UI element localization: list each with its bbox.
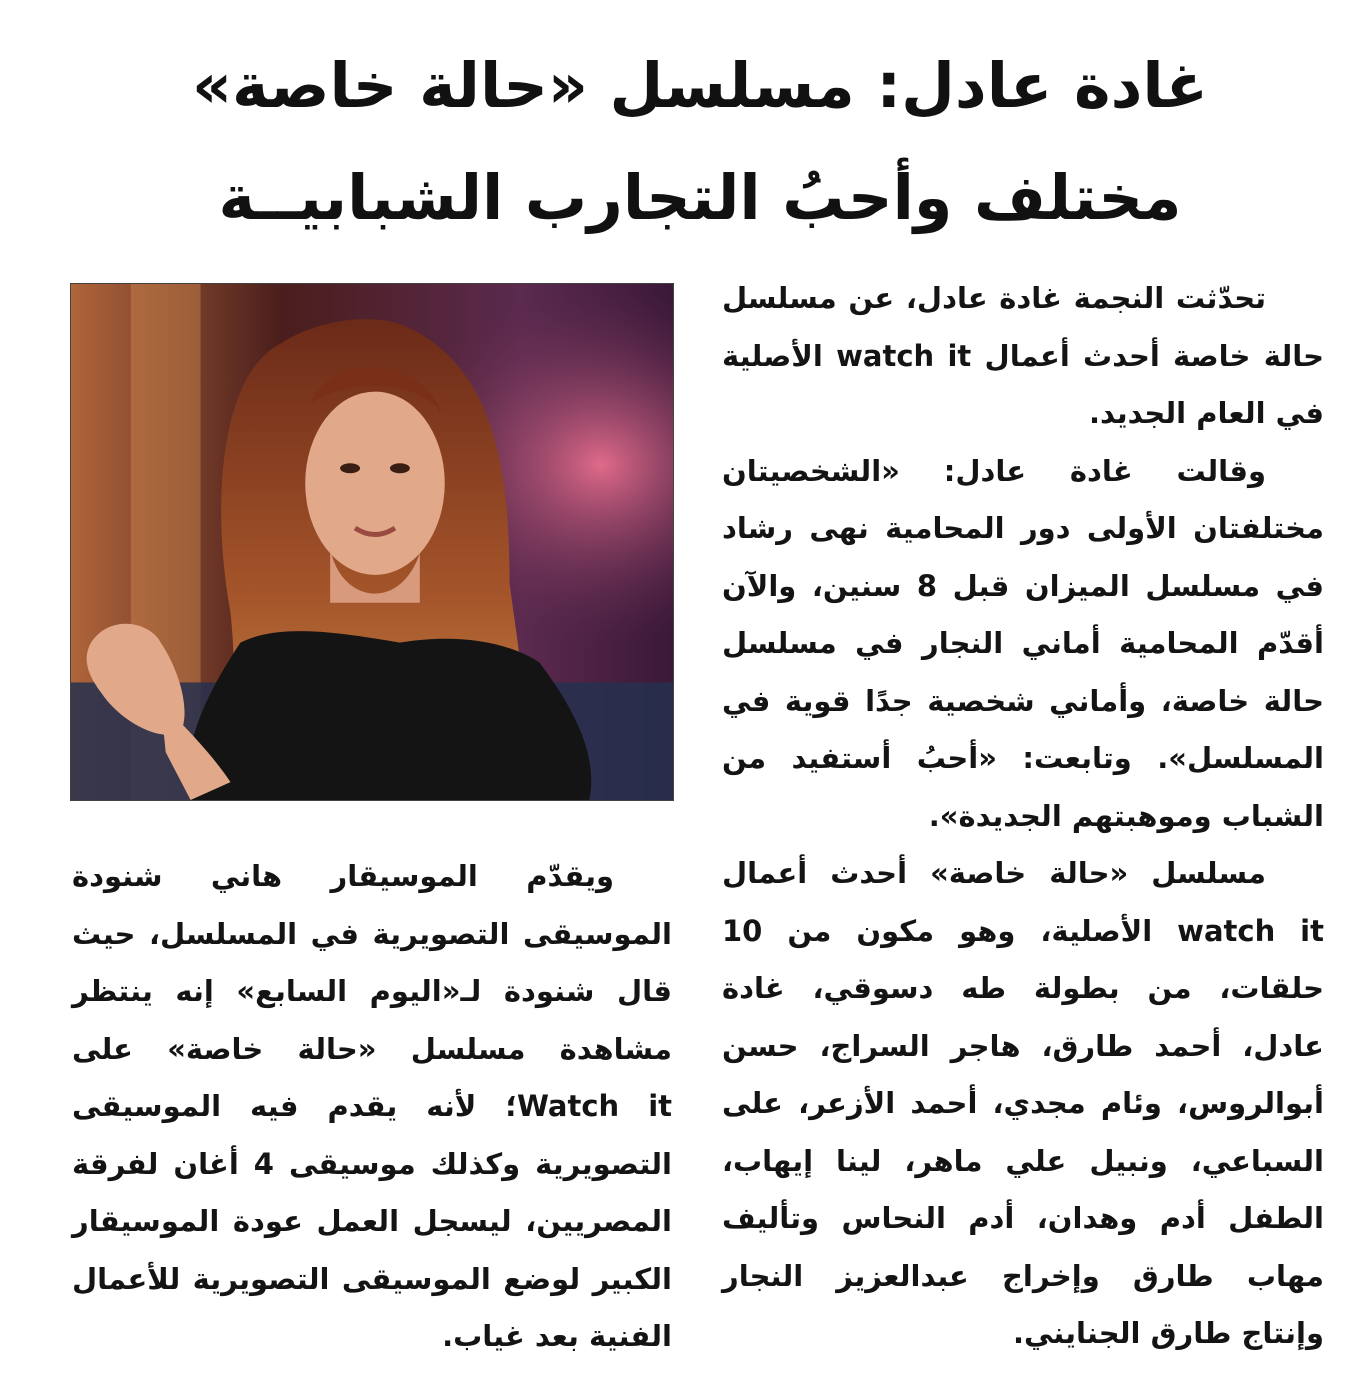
article-photo	[70, 283, 674, 801]
paragraph: ويقدّم الموسيقار هاني شنودة الموسيقى التصويرية في المسلسل، حيث قال شنودة لـ«اليوم السابع» إنه ينتظر مشاهدة مسلسل «حالة خاصة» على Watch it؛ لأنه يقدم فيه الموسيقى التصويرية وكذلك موسيقى 4 أغان لفرقة المصريين، ليسجل العمل عودة الموسيقار الكبير لوضع الموسيقى التصويرية للأعمال الفنية بعد غياب.	[72, 859, 673, 1353]
article-column-right	[722, 270, 1324, 1363]
headline-line-1: غادة عادل: مسلسل «حالة خاصة»	[191, 49, 1209, 122]
paragraph: وقالت غادة عادل: «الشخصيتان مختلفتان الأولى دور المحامية نهى رشاد في مسلسل الميزان قبل 8 سنين، والآن أقدّم المحامية أماني النجار في مسلسل حالة خاصة، وأماني شخصية جدًا قوية في المسلسل». وتابعت: «أحبُ أستفيد من الشباب وموهبتهم الجديدة».	[722, 453, 1324, 833]
article-column-left	[72, 848, 672, 1366]
paragraph: تحدّثت النجمة غادة عادل، عن مسلسل حالة خاصة أحدث أعمال watch it الأصلية في العام الجديد.	[722, 281, 1324, 430]
woman-portrait-photo-icon	[71, 284, 673, 800]
paragraph: مسلسل «حالة خاصة» أحدث أعمال watch it الأصلية، وهو مكون من 10 حلقات، من بطولة طه دسوقي، غادة عادل، أحمد طارق، هاجر السراج، حسن أبوالروس، وئام مجدي، أحمد الأزعر، على السباعي، ونبيل علي ماهر، لينا إيهاب، الطفل أدم وهدان، أدم النحاس وتأليف مهاب طارق وإخراج عبدالعزيز النجار وإنتاج طارق الجنايني.	[722, 856, 1324, 1350]
headline-line-2: مختلف وأحبُ التجارب الشبابيــة	[218, 161, 1182, 234]
headline	[160, 30, 1240, 254]
